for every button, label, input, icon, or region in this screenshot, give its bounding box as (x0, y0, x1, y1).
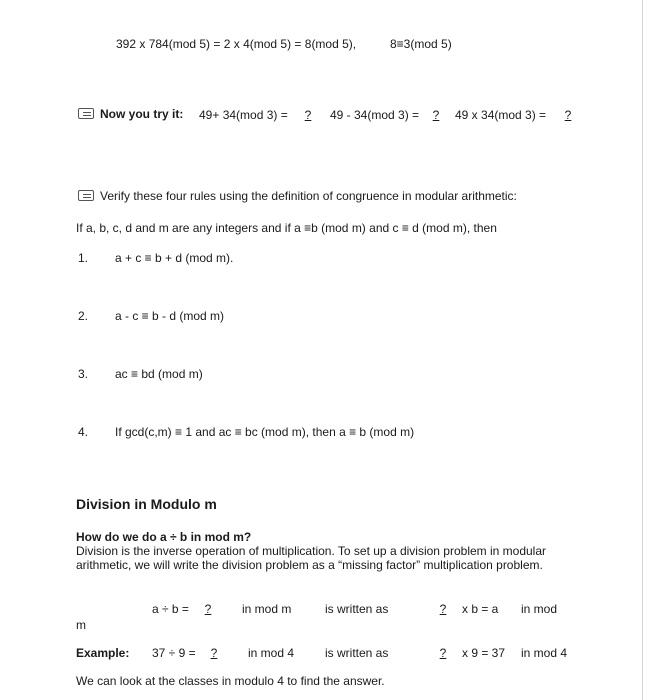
rule-3-number: 3. (78, 367, 89, 381)
rule-2-number: 2. (78, 309, 89, 323)
rule-4-number: 4. (78, 425, 89, 439)
formula-written: is written as (325, 602, 389, 616)
rule-1-text: a + c ≡ b + d (mod m). (115, 251, 234, 265)
pointing-hand-icon (78, 108, 94, 119)
formula-in-mod: in mod (521, 602, 558, 616)
example-blank-1: ? (210, 646, 218, 660)
formula-mod: in mod m (242, 602, 292, 616)
closing-text: We can look at the classes in modulo 4 to find the answer. (76, 674, 385, 688)
example-blank-2: ? (439, 646, 447, 660)
rule-4-text: If gcd(c,m) ≡ 1 and ac ≡ bc (mod m), then a ≡ b (mod m) (115, 425, 415, 439)
try-it-row (78, 107, 183, 121)
verify-intro: Verify these four rules using the definition of congruence in modular arithmetic: (100, 189, 517, 203)
verify-intro-row (78, 189, 517, 203)
division-paragraph: Division is the inverse operation of multiplication. To set up a division problem in modular arithmetic, we will write the division problem as a “missing factor” multiplication problem. (76, 544, 547, 572)
try-it-question-1: 49+ 34(mod 3) = (199, 108, 288, 122)
example-mod: in mod 4 (248, 646, 295, 660)
try-it-question-2: 49 - 34(mod 3) = (330, 108, 420, 122)
formula-blank-1: ? (204, 602, 212, 616)
try-it-label: Now you try it: (100, 107, 184, 121)
example-in-mod: in mod 4 (521, 646, 568, 660)
try-it-question-3: 49 x 34(mod 3) = (455, 108, 547, 122)
formula-m: m (76, 618, 86, 632)
division-question: How do we do a ÷ b in mod m? (76, 530, 252, 544)
formula-lhs: a ÷ b = (152, 602, 189, 616)
example-congruence: 8≡3(mod 5) (390, 37, 452, 51)
example-rhs: x 9 = 37 (462, 646, 506, 660)
page-edge (642, 0, 643, 700)
example-written: is written as (325, 646, 389, 660)
try-it-blank-3: ? (564, 108, 572, 122)
rule-2-text: a - c ≡ b - d (mod m) (115, 309, 225, 323)
rule-1-number: 1. (78, 251, 89, 265)
try-it-blank-2: ? (432, 108, 440, 122)
try-it-blank-1: ? (304, 108, 312, 122)
formula-blank-2: ? (439, 602, 447, 616)
example-expression: 392 x 784(mod 5) = 2 x 4(mod 5) = 8(mod 5), (116, 37, 357, 51)
division-heading: Division in Modulo m (76, 496, 217, 512)
pointing-hand-icon (78, 190, 94, 201)
example-label: Example: (76, 646, 130, 660)
verify-premise: If a, b, c, d and m are any integers and if a ≡b (mod m) and c ≡ d (mod m), then (76, 221, 497, 235)
example-lhs: 37 ÷ 9 = (152, 646, 196, 660)
rule-3-text: ac ≡ bd (mod m) (115, 367, 203, 381)
formula-rhs: x b = a (462, 602, 499, 616)
